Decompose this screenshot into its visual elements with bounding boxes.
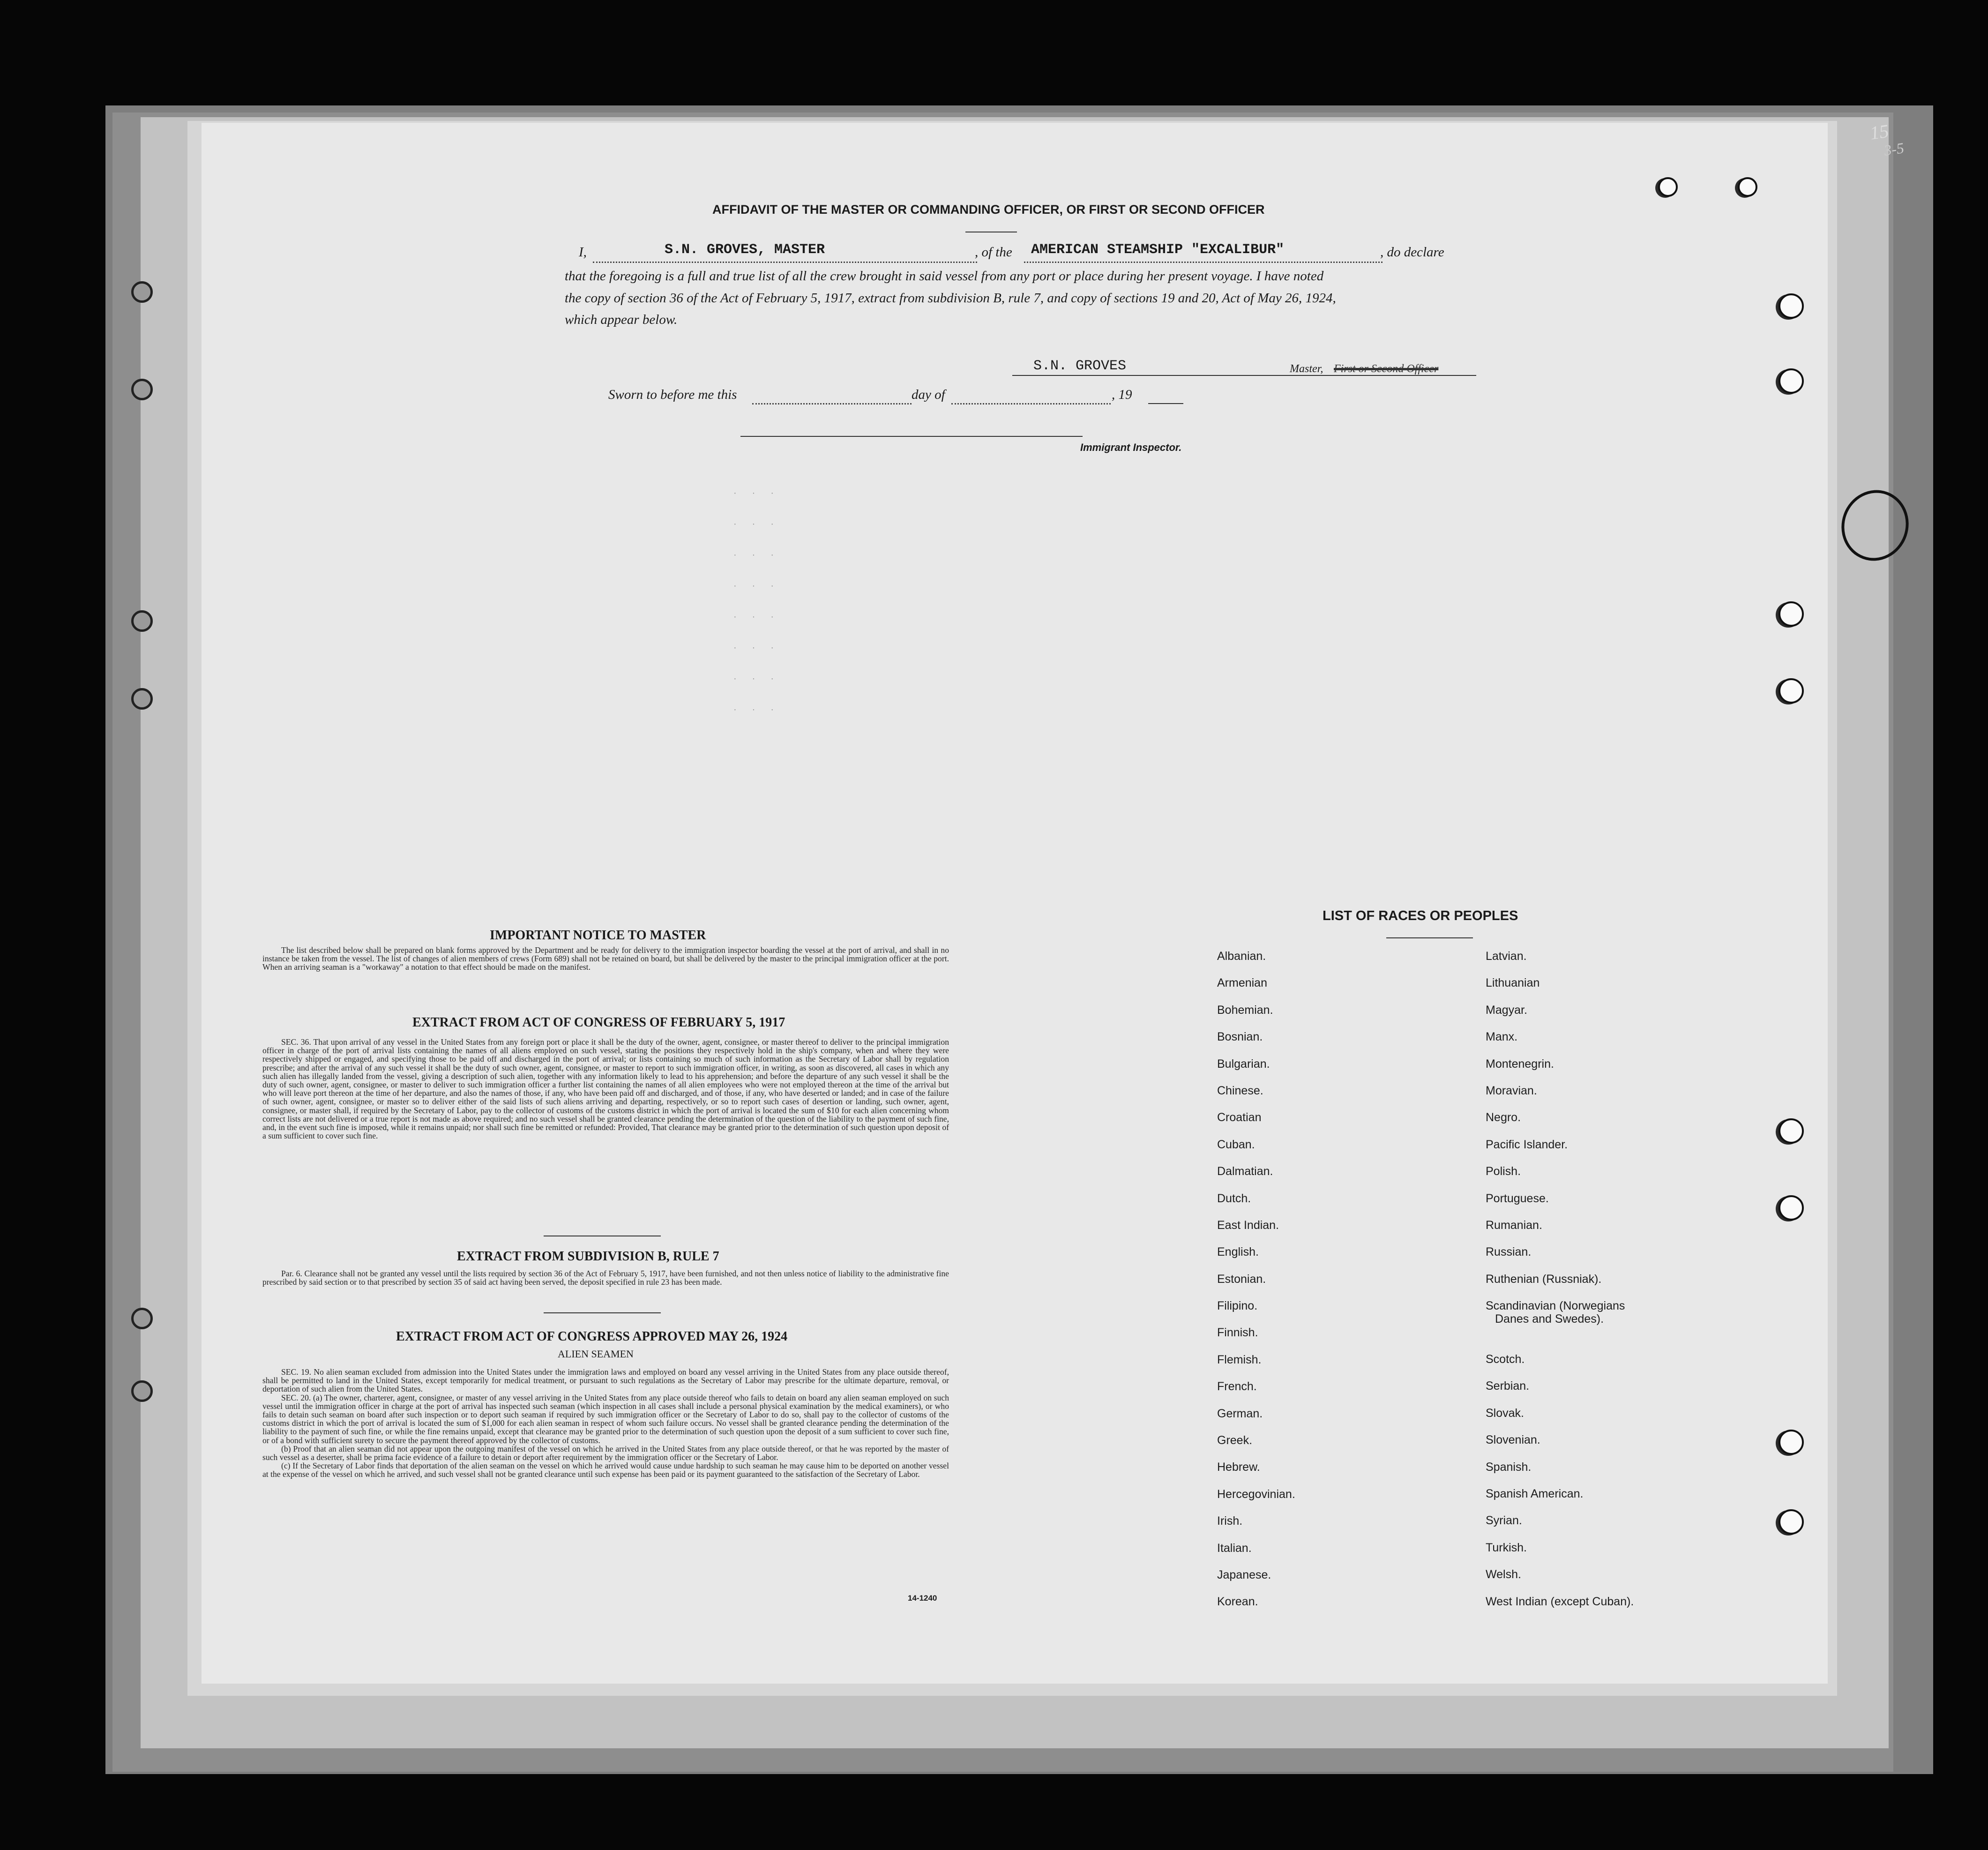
races-left-column: [1217, 950, 1295, 1622]
binder-hole: [131, 1380, 153, 1402]
sworn-month-line: [951, 403, 1111, 404]
race-item: Latvian.: [1486, 950, 1527, 963]
affidavit-body-line: which appear below.: [565, 312, 678, 327]
master-signature-entry: S.N. GROVES: [1033, 358, 1127, 374]
race-item: Bohemian.: [1217, 1003, 1273, 1017]
binder-hole: [131, 281, 153, 303]
race-item: Turkish.: [1486, 1541, 1527, 1554]
vessel-name-entry: AMERICAN STEAMSHIP "EXCALIBUR": [1031, 242, 1285, 258]
extract-rule7-text: [262, 1269, 949, 1286]
name-line: [593, 262, 977, 263]
corner-mark: 15: [1868, 120, 1890, 144]
punch-hole: [1658, 177, 1678, 197]
faint-dot-marks: · · · · · · · · · · · · · · · · · · · · · · · ·: [733, 488, 780, 715]
race-item: Serbian.: [1486, 1379, 1530, 1393]
race-item: Japanese.: [1217, 1568, 1271, 1581]
sec-20b-paragraph: (b) Proof that an alien seaman did not appear upon the outgoing manifest of the vessel on which he arrived in the United States from any place outside thereof, or that he was reported by the master of such vessel as a deserter, shall be prima facie evidence of a failure to detain or deport after requirement by the immigration officer or the Secretary of Labor.: [262, 1444, 949, 1462]
race-item: Croatian: [1217, 1111, 1262, 1124]
race-item: Magyar.: [1486, 1003, 1527, 1017]
race-item: Slovenian.: [1486, 1433, 1540, 1447]
do-declare-label: , do declare: [1380, 245, 1444, 260]
affidavit-i-label: I,: [579, 245, 587, 260]
race-item-continuation: Danes and Swedes).: [1495, 1312, 1604, 1326]
races-right-column: Latvian. Lithuanian Magyar. Manx. Montenegrin. Moravian. Negro. Pacific Islander. Polish. Portuguese. Rumanian. Russian. Ruthenian (Russniak). Scandinavian (Norwegians Danes and Swedes). Scotch. Serbian. Slovak. Slovenian. Spanish. Spanish American. Syrian. Turkish. Welsh. West Indian (except Cuban).: [1486, 950, 1634, 1622]
punch-hole: [1738, 177, 1757, 197]
race-item: Rumanian.: [1486, 1218, 1542, 1232]
sec-19-paragraph: SEC. 19. No alien seaman excluded from admission into the United States under the immigration laws and employed on board any vessel arriving in the United States from any place outside thereof, shall be permitted to land in the United States, except temporarily for medical treatment, or pursuant to such regulations as the Secretary of Labor may prescribe for the ultimate departure, removal, or deportation of such alien from the United States.: [262, 1367, 949, 1394]
notice-paragraph: The list described below shall be prepared on blank forms approved by the Department and be ready for delivery to the immigration inspector boarding the vessel at the port of arrival, and shall in no instance be taken from the vessel. The list of changes of alien members of crews (Form 689) shall not be retained on board, but shall be delivered by the master to the principal immigration officer at the port. When an arriving seaman is a "workaway" a notation to that effect should be made on the manifest.: [262, 945, 949, 972]
race-item: Polish.: [1486, 1165, 1521, 1178]
punch-hole: [1779, 293, 1804, 319]
punch-hole: [1779, 368, 1804, 394]
race-item: Hebrew.: [1217, 1461, 1260, 1474]
extract-rule7-title: EXTRACT FROM SUBDIVISION B, RULE 7: [457, 1249, 719, 1264]
race-item: Bulgarian.: [1217, 1057, 1270, 1071]
inspector-label: Immigrant Inspector.: [1080, 442, 1182, 453]
race-item: Finnish.: [1217, 1326, 1258, 1340]
punch-hole: [1779, 1509, 1804, 1535]
master-name-entry: S.N. GROVES, MASTER: [665, 242, 825, 258]
race-item: West Indian (except Cuban).: [1486, 1595, 1634, 1608]
inspector-signature-line: [740, 436, 1083, 437]
race-item: Portuguese.: [1486, 1191, 1549, 1205]
races-divider: [1386, 937, 1473, 938]
race-item: Cuban.: [1217, 1138, 1255, 1151]
race-item: Manx.: [1486, 1030, 1518, 1044]
race-item: Dalmatian.: [1217, 1165, 1273, 1178]
year-line: [1148, 403, 1183, 404]
year-label: , 19: [1112, 387, 1132, 402]
extract-1924-title: EXTRACT FROM ACT OF CONGRESS APPROVED MAY 26, 1924: [396, 1329, 788, 1344]
binder-hole: [131, 1308, 153, 1329]
race-item: Scotch.: [1486, 1353, 1525, 1366]
extract-1917-title: EXTRACT FROM ACT OF CONGRESS OF FEBRUARY 5, 1917: [412, 1015, 785, 1030]
race-item: Dutch.: [1217, 1191, 1251, 1205]
extract-1917-paragraph: SEC. 36. That upon arrival of any vessel in the United States from any foreign port or place it shall be the duty of the owner, agent, consignee, or master thereof to deliver to the principal immigration officer in charge of the port of arrival lists containing the names of all aliens employed on such vessel, stating the positions they respectively hold in the ship's company, when and where they were respectively shipped or engaged, and specifying those to be paid off and discharged in the port of arrival; or lists containing so much of such information as the Secretary of Labor shall by regulation prescribe; and after the arrival of any such vessel it shall be the duty of such owner, agent, consignee, or master to report to such immigration officer, in writing, as soon as discovered, all cases in which any such alien has illegally landed from the vessel, giving a description of such alien, together with any information likely to lead to his apprehension; and before the departure of any such vessel it shall be the duty of such owner, agent, consignee, or master to deliver to such immigration officer a further list containing the names of all alien employees who were not employed thereon at the time of the arrival but who will leave port thereon at the time of her departure, and also the names of those, if any, who have been paid off and discharged, and of those, if any, who have deserted or landed; and in case of the failure of such owner, agent, consignee, or master so to deliver either of the said lists of such aliens arriving and departing, respectively, or so to report such cases of desertion or landing, such owner, agent, consignee, or master shall, if required by the Secretary of Labor, pay to the collector of customs of the customs district in which the port of arrival is located the sum of $10 for each alien concerning whom correct lists are not delivered or a true report is not made as above required; and no such vessel shall be granted clearance pending the determination of the question of the liability to the payment of such fine, and, in the event such fine is imposed, while it remains unpaid; nor shall such fine be remitted or refunded: Provided, That clearance may be granted prior to the determination of such question upon deposit of a sum sufficient to cover such fine.: [262, 1037, 949, 1141]
race-item: Chinese.: [1217, 1084, 1263, 1097]
sworn-day-line: [752, 403, 912, 404]
race-item: Hercegovinian.: [1217, 1487, 1295, 1501]
notice-text: [262, 946, 949, 972]
punch-hole: [1779, 601, 1804, 627]
affidavit-body-line: that the foregoing is a full and true list of all the crew brought in said vessel from any port or place during her present voyage. I have noted: [565, 269, 1324, 284]
corner-mark: 3-5: [1883, 139, 1905, 159]
punch-hole: [1779, 678, 1804, 704]
race-item: Welsh.: [1486, 1568, 1521, 1581]
binder-hole: [131, 610, 153, 632]
race-item: Korean.: [1217, 1595, 1258, 1609]
notice-title: IMPORTANT NOTICE TO MASTER: [490, 928, 706, 943]
binder-hole: [131, 379, 153, 400]
race-item: Italian.: [1217, 1541, 1252, 1555]
sworn-label: Sworn to before me this: [608, 387, 737, 402]
race-item: Flemish.: [1217, 1353, 1262, 1366]
sec-20c-paragraph: (c) If the Secretary of Labor finds that deportation of the alien seaman on the vessel on which he arrived would cause undue hardship to such seaman he may cause him to be deported on another vessel at the expense of the vessel on which he arrived, and such vessel shall not be granted clearance until such expense has been paid or its payment guaranteed to the satisfaction of the Secretary of Labor.: [262, 1461, 949, 1479]
race-item: Spanish American.: [1486, 1487, 1584, 1501]
struck-officer-title: First or Second Officer: [1334, 363, 1439, 375]
punch-hole: [1779, 1430, 1804, 1455]
binder-hole: [131, 688, 153, 710]
race-item: Syrian.: [1486, 1514, 1522, 1528]
race-item: Ruthenian (Russniak).: [1486, 1272, 1602, 1286]
race-item: Armenian: [1217, 976, 1267, 990]
race-item: Pacific Islander.: [1486, 1138, 1568, 1151]
race-item: Negro.: [1486, 1111, 1521, 1124]
of-the-label: , of the: [975, 245, 1012, 260]
race-item: Montenegrin.: [1486, 1057, 1554, 1071]
extract-1924-subtitle: ALIEN SEAMEN: [558, 1348, 634, 1360]
race-item: Bosnian.: [1217, 1030, 1263, 1044]
race-item: Albanian.: [1217, 950, 1266, 963]
punch-hole: [1779, 1118, 1804, 1144]
affidavit-title: AFFIDAVIT OF THE MASTER OR COMMANDING OFFICER, OR FIRST OR SECOND OFFICER: [712, 202, 1265, 217]
race-item: German.: [1217, 1407, 1263, 1420]
form-number: 14-1240: [908, 1594, 937, 1603]
race-item: Filipino.: [1217, 1299, 1258, 1313]
race-item: Spanish.: [1486, 1460, 1532, 1474]
race-item: French.: [1217, 1380, 1257, 1393]
day-of-label: day of: [912, 387, 945, 402]
extract-rule7-paragraph: Par. 6. Clearance shall not be granted any vessel until the lists required by section 36 of the Act of February 5, 1917, have been furnished, and not then unless notice of liability to the administrative fine prescribed by said section or to that prescribed by section 35 of said act having been served, the deposit specified in rule 23 has been made.: [262, 1269, 949, 1287]
affidavit-body-line: the copy of section 36 of the Act of February 5, 1917, extract from subdivision B, rule 7, and copy of sections 19 and 20, Act of May 26, 1924,: [565, 291, 1336, 306]
section-divider: [544, 1312, 661, 1313]
races-title: LIST OF RACES OR PEOPLES: [1323, 908, 1518, 923]
vessel-line: [1024, 262, 1383, 263]
race-item: Moravian.: [1486, 1084, 1537, 1097]
master-label: Master,: [1290, 363, 1323, 375]
race-item: Irish.: [1217, 1514, 1243, 1528]
race-item: Estonian.: [1217, 1272, 1266, 1286]
punch-hole: [1779, 1195, 1804, 1221]
race-item: English.: [1217, 1245, 1259, 1259]
extract-1924-text: [262, 1368, 949, 1479]
race-item: Greek.: [1217, 1434, 1253, 1447]
race-item: East Indian.: [1217, 1218, 1279, 1232]
sec-20a-paragraph: SEC. 20. (a) The owner, charterer, agent, consignee, or master of any vessel arriving in the United States from any place outside thereof who fails to detain on board any alien seaman employed on such vessel until the immigration officer in charge at the port of arrival has inspected such seaman (which inspection in all cases shall include a personal physical examination by the medical examiners), or who fails to detain such seaman on board after such inspection or to deport such seaman if required by such immigration officer or the Secretary of Labor to do so, shall pay to the collector of customs of the customs district in which the port of arrival is located the sum of $1,000 for each alien seaman in respect of whom such failure occurs. No vessel shall be granted clearance pending the determination of the liability to the payment of such fine, or while the fine remains unpaid, except that clearance may be granted prior to the determination of such question upon the deposit of a sum sufficient to cover such fine, or of a bond with sufficient surety to secure the payment thereof approved by the collector of customs.: [262, 1393, 949, 1445]
race-item: Lithuanian: [1486, 976, 1540, 990]
extract-1917-text: [262, 1038, 949, 1140]
race-item: Russian.: [1486, 1245, 1532, 1259]
race-item: Slovak.: [1486, 1406, 1524, 1420]
